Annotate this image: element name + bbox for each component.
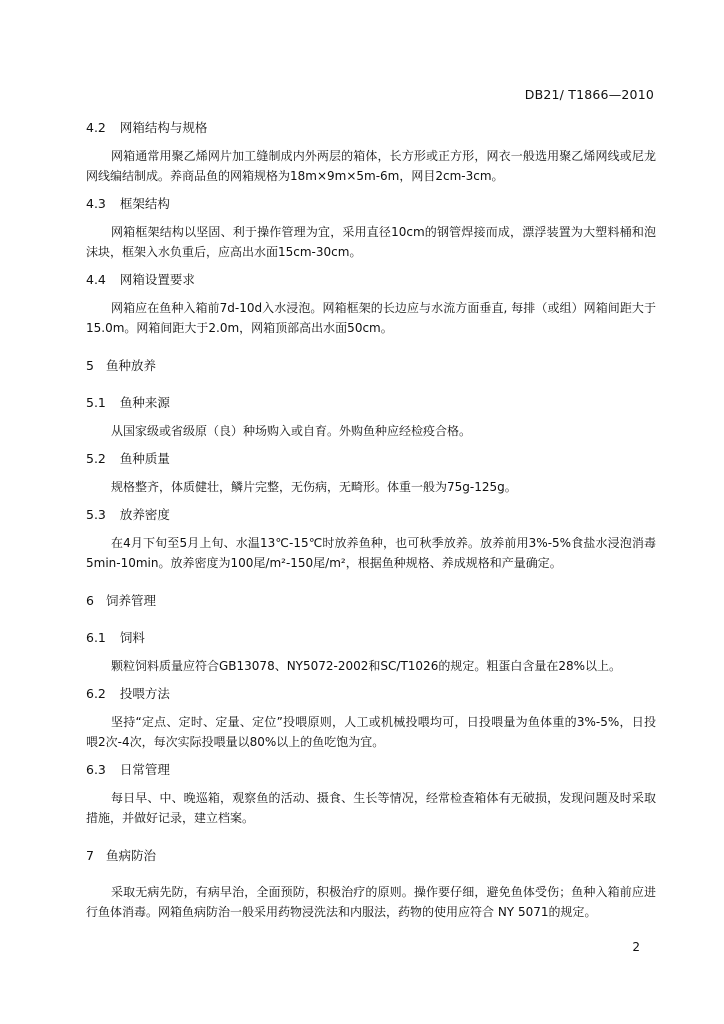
standard-code: DB21/ T1866—2010 bbox=[524, 87, 654, 102]
section-paragraph: 采取无病先防，有病早治，全面预防，积极治疗的原则。操作要仔细，避免鱼体受伤；鱼种入箱前应进行鱼体消毒。网箱鱼病防治一般采用药物浸洗法和内服法，药物的使用应符合 NY 5071的规定。 bbox=[86, 885, 656, 919]
section-number: 4.4 bbox=[86, 272, 106, 287]
section-heading bbox=[86, 685, 656, 703]
section-5-1 bbox=[86, 394, 656, 441]
section-heading bbox=[86, 119, 656, 137]
section-title: 鱼种来源 bbox=[119, 395, 170, 410]
section-6-3 bbox=[86, 761, 656, 828]
section-heading bbox=[86, 450, 656, 468]
section-heading bbox=[86, 394, 656, 412]
section-number: 5.2 bbox=[86, 451, 106, 466]
section-title: 放养密度 bbox=[119, 507, 170, 522]
section-title: 鱼种放养 bbox=[105, 358, 156, 373]
section-4-2 bbox=[86, 119, 656, 186]
section-paragraph: 规格整齐，体质健壮，鳞片完整，无伤病，无畸形。体重一般为75g-125g。 bbox=[111, 480, 517, 494]
section-number: 6.2 bbox=[86, 686, 106, 701]
section-paragraph: 网箱框架结构以坚固、利于操作管理为宜，采用直径10cm的钢管焊接而成，漂浮装置为大塑料桶和泡沫块，框架入水负重后，应高出水面15cm-30cm。 bbox=[86, 225, 656, 259]
section-title: 投喂方法 bbox=[119, 686, 170, 701]
section-number: 5.3 bbox=[86, 507, 106, 522]
section-heading bbox=[86, 195, 656, 213]
section-number: 5 bbox=[86, 358, 94, 373]
chapter-heading bbox=[86, 847, 656, 865]
section-title: 饲料 bbox=[119, 630, 145, 645]
section-6-1 bbox=[86, 629, 656, 676]
section-4-4 bbox=[86, 271, 656, 338]
section-number: 6 bbox=[86, 593, 94, 608]
section-5 bbox=[86, 357, 656, 375]
section-title: 鱼病防治 bbox=[105, 848, 156, 863]
section-title: 框架结构 bbox=[119, 196, 170, 211]
section-5-3 bbox=[86, 506, 656, 573]
section-title: 饲养管理 bbox=[105, 593, 156, 608]
section-4-3 bbox=[86, 195, 656, 262]
section-heading bbox=[86, 506, 656, 524]
section-number: 7 bbox=[86, 848, 94, 863]
section-paragraph: 网箱应在鱼种入箱前7d-10d入水浸泡。网箱框架的长边应与水流方面垂直, 每排（或组）网箱间距大于15.0m。网箱间距大于2.0m，网箱顶部高出水面50cm。 bbox=[86, 301, 656, 335]
chapter-heading bbox=[86, 357, 656, 375]
chapter-heading bbox=[86, 592, 656, 610]
section-number: 4.2 bbox=[86, 120, 106, 135]
section-paragraph: 颗粒饲料质量应符合GB13078、NY5072-2002和SC/T1026的规定。粗蛋白含量在28%以上。 bbox=[111, 659, 622, 673]
section-heading bbox=[86, 761, 656, 779]
section-paragraph: 每日早、中、晚巡箱，观察鱼的活动、摄食、生长等情况，经常检查箱体有无破损，发现问题及时采取措施，并做好记录，建立档案。 bbox=[86, 791, 656, 825]
section-6 bbox=[86, 592, 656, 610]
section-6-2 bbox=[86, 685, 656, 752]
section-title: 鱼种质量 bbox=[119, 451, 170, 466]
section-paragraph: 网箱通常用聚乙烯网片加工缝制成内外两层的箱体，长方形或正方形，网衣一般选用聚乙烯网线或尼龙网线编结制成。养商品鱼的网箱规格为18m×9m×5m-6m，网目2cm-3cm。 bbox=[86, 149, 656, 183]
section-heading bbox=[86, 629, 656, 647]
section-number: 5.1 bbox=[86, 395, 106, 410]
section-title: 日常管理 bbox=[119, 762, 170, 777]
section-7 bbox=[86, 847, 656, 922]
section-number: 4.3 bbox=[86, 196, 106, 211]
section-5-2 bbox=[86, 450, 656, 497]
section-title: 网箱结构与规格 bbox=[119, 120, 208, 135]
section-number: 6.3 bbox=[86, 762, 106, 777]
section-paragraph: 在4月下旬至5月上旬、水温13℃-15℃时放养鱼种，也可秋季放养。放养前用3%-5%食盐水浸泡消毒5min-10min。放养密度为100尾/m²-150尾/m²，根据鱼种规格、养成规格和产量确定。 bbox=[86, 536, 656, 570]
page-number: 2 bbox=[632, 940, 640, 954]
section-number: 6.1 bbox=[86, 630, 106, 645]
document-body bbox=[86, 119, 656, 922]
section-heading bbox=[86, 271, 656, 289]
section-title: 网箱设置要求 bbox=[119, 272, 195, 287]
section-paragraph: 坚持“定点、定时、定量、定位”投喂原则，人工或机械投喂均可，日投喂量为鱼体重的3%-5%，日投喂2次-4次，每次实际投喂量以80%以上的鱼吃饱为宜。 bbox=[86, 715, 656, 749]
section-paragraph: 从国家级或省级原（良）种场购入或自育。外购鱼种应经检疫合格。 bbox=[111, 424, 472, 438]
